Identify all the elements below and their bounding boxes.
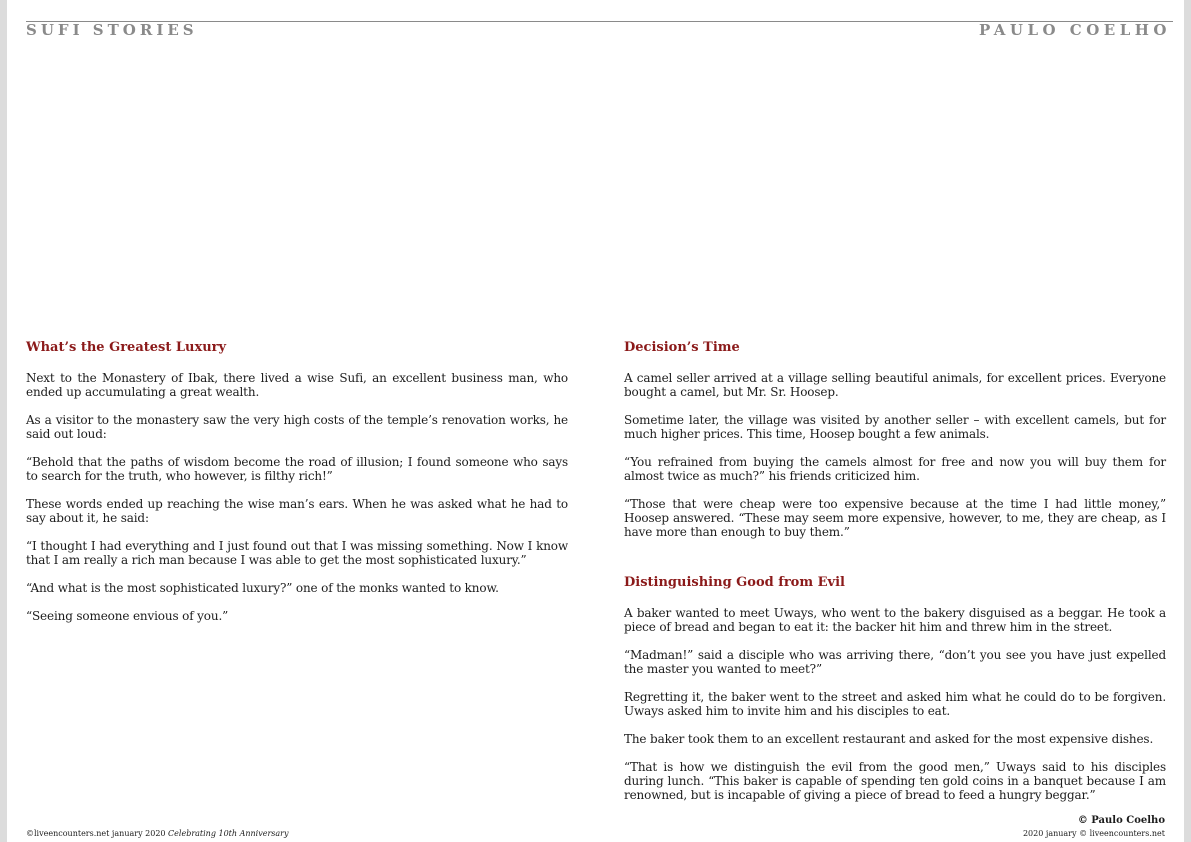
story <box>26 339 568 623</box>
story-paragraph: “You refrained from buying the camels almost for free and now you will buy them for almost twice as much?” his friends criticized him. <box>624 455 1166 483</box>
story-paragraph: Sometime later, the village was visited by another seller – with excellent camels, but for much higher prices. This time, Hoosep bought a few animals. <box>624 413 1166 441</box>
author-signature: © Paulo Coelho <box>1077 815 1165 826</box>
story <box>624 574 1166 802</box>
author-header: PAULO COELHO <box>979 21 1171 39</box>
story-title: What’s the Greatest Luxury <box>26 340 227 355</box>
story-paragraph: “And what is the most sophisticated luxury?” one of the monks wanted to know. <box>26 581 499 595</box>
story <box>624 339 1166 539</box>
story-paragraph: “That is how we distinguish the evil from the good men,” Uways said to his disciples during lunch. “This baker is capable of spending ten gold coins in a banquet because I am renowned, but is incapable of giving a piece of bread to feed a hungry beggar.” <box>624 760 1166 802</box>
story-paragraph: As a visitor to the monastery saw the very high costs of the temple’s renovation works, he said out loud: <box>26 413 568 441</box>
story-paragraph: “Madman!” said a disciple who was arriving there, “don’t you see you have just expelled the master you wanted to meet?” <box>624 648 1166 676</box>
section-title: SUFI STORIES <box>26 21 198 39</box>
footer-right: 2020 january © liveencounters.net <box>1022 829 1165 838</box>
story-paragraph: Next to the Monastery of Ibak, there lived a wise Sufi, an excellent business man, who ended up accumulating a great wealth. <box>26 371 568 399</box>
footer-left <box>26 829 289 839</box>
story-paragraph: “I thought I had everything and I just found out that I was missing something. Now I know that I am really a rich man because I was able to get the most sophisticated luxury.” <box>26 539 568 567</box>
story-paragraph: Regretting it, the baker went to the street and asked him what he could do to be forgiven. Uways asked him to invite him and his disciples to eat. <box>624 690 1166 718</box>
story-title: Decision’s Time <box>624 340 740 355</box>
story-title: Distinguishing Good from Evil <box>624 575 845 590</box>
story-paragraph: “Seeing someone envious of you.” <box>26 609 229 623</box>
right-column <box>624 339 1166 816</box>
footer-left-text: ©liveencounters.net january 2020 <box>26 829 169 838</box>
left-column <box>26 339 568 637</box>
story-paragraph: “Behold that the paths of wisdom become the road of illusion; I found someone who says to search for the truth, who however, is filthy rich!” <box>26 455 568 483</box>
story-paragraph: A camel seller arrived at a village selling beautiful animals, for excellent prices. Everyone bought a camel, but Mr. Sr. Hoosep. <box>624 371 1166 399</box>
story-paragraph: The baker took them to an excellent restaurant and asked for the most expensive dishes. <box>624 732 1154 746</box>
story-paragraph: A baker wanted to meet Uways, who went to the bakery disguised as a beggar. He took a piece of bread and began to eat it: the backer hit him and threw him in the street. <box>624 606 1166 634</box>
magazine-page <box>7 0 1184 842</box>
footer-left-italic: Celebrating 10th Anniversary <box>168 829 289 838</box>
story-paragraph: These words ended up reaching the wise man’s ears. When he was asked what he had to say about it, he said: <box>26 497 568 525</box>
story-paragraph: “Those that were cheap were too expensive because at the time I had little money,” Hoosep answered. “These may seem more expensive, however, to me, they are cheap, as I have more than enough to buy them.” <box>624 497 1166 539</box>
